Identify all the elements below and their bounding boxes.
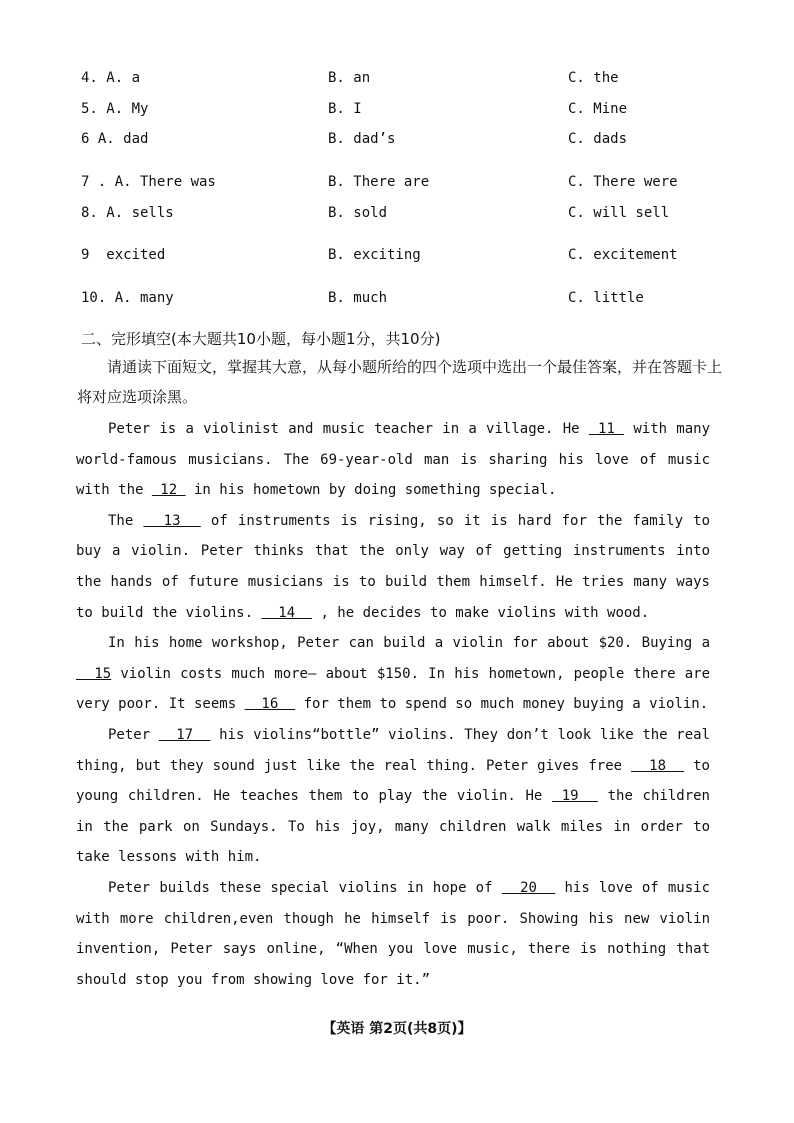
blank-18: 18 bbox=[631, 757, 685, 774]
passage-text: violin costs much more— about $150. In his hometown, people there are very poor. It seems bbox=[76, 665, 710, 713]
blank-16: 16 bbox=[244, 696, 296, 713]
option-c: C. little bbox=[568, 290, 644, 306]
option-c: C. There were bbox=[568, 174, 678, 190]
paragraph bbox=[76, 414, 710, 506]
option-c: C. Mine bbox=[568, 101, 628, 117]
passage-text: his love of music with more children,even though he himself is poor. Showing his new violin invention, Peter says online, “When you love music, there is nothing that should stop you from showing love for it.” bbox=[76, 879, 711, 988]
option-row bbox=[0, 171, 794, 193]
paragraph bbox=[76, 720, 710, 873]
section-title: 二、完形填空(本大题共10小题，每小题1分，共10分) bbox=[81, 330, 441, 348]
option-a: 5. A. My bbox=[81, 101, 149, 117]
option-row bbox=[0, 202, 794, 224]
option-a: 4. A. a bbox=[81, 70, 141, 86]
option-b: B. I bbox=[328, 101, 362, 117]
passage-text: of instruments is rising, so it is hard for the family to buy a violin. Peter thinks that the only way of getting instruments into the hands of future musicians is to build them himself. He tries many ways to build the violins. bbox=[76, 512, 710, 621]
passage-text: The bbox=[108, 512, 144, 529]
option-c: C. will sell bbox=[568, 205, 670, 221]
option-b: B. sold bbox=[328, 205, 388, 221]
blank-13: 13 bbox=[143, 512, 201, 529]
passage-text: the children in the park on Sundays. To his joy, many children walk miles in order to take lessons with him. bbox=[76, 788, 710, 866]
passage-text: his violins“bottle” violins. They don’t look like the real thing, but they sound just like the real thing. Peter gives free bbox=[76, 726, 710, 774]
option-a: 7 . A. There was bbox=[81, 174, 216, 190]
option-b: B. an bbox=[328, 70, 371, 86]
passage-text: In his home workshop, Peter can build a violin for about $20. Buying a bbox=[108, 635, 710, 652]
blank-19: 19 bbox=[552, 788, 598, 805]
paragraph bbox=[76, 506, 710, 628]
passage-text: to young children. He teaches them to play the violin. He bbox=[76, 757, 710, 805]
blank-15: 15 bbox=[76, 665, 112, 682]
option-row bbox=[0, 67, 794, 89]
cloze-passage bbox=[76, 414, 710, 995]
passage-text: Peter is a violinist and music teacher in a village. He bbox=[108, 421, 589, 437]
option-row bbox=[0, 287, 794, 309]
passage-text: Peter builds these special violins in hope of bbox=[108, 879, 502, 896]
blank-17: 17 bbox=[158, 726, 211, 743]
option-a: 10. A. many bbox=[81, 290, 174, 306]
option-row bbox=[0, 98, 794, 120]
passage-text: in his hometown by doing something special. bbox=[185, 482, 557, 499]
option-row bbox=[0, 128, 794, 150]
option-b: B. There are bbox=[328, 174, 430, 190]
option-b: B. much bbox=[328, 290, 388, 306]
section-instructions: 请通读下面短文，掌握其大意，从每小题所给的四个选项中选出一个最佳答案，并在答题卡上将对应选项涂黑。 bbox=[77, 358, 723, 406]
page-footer: 【英语 第2页(共8页)】 bbox=[322, 1021, 472, 1037]
blank-20: 20 bbox=[501, 879, 556, 896]
option-b: B. exciting bbox=[328, 247, 421, 263]
option-a: 9 excited bbox=[81, 247, 166, 263]
option-a: 6 A. dad bbox=[81, 131, 149, 147]
option-c: C. excitement bbox=[568, 247, 678, 263]
option-c: C. the bbox=[568, 70, 619, 86]
paragraph bbox=[76, 873, 710, 995]
option-a: 8. A. sells bbox=[81, 205, 174, 221]
option-row bbox=[0, 244, 794, 266]
passage-text: with many world-famous musicians. The 69-year-old man is sharing his love of music with the bbox=[76, 421, 710, 499]
paragraph bbox=[76, 628, 710, 720]
passage-text: Peter bbox=[108, 726, 159, 743]
blank-11: 11 bbox=[588, 421, 625, 437]
option-c: C. dads bbox=[568, 131, 628, 147]
passage-text: for them to spend so much money buying a violin. bbox=[295, 696, 709, 713]
blank-14: 14 bbox=[261, 604, 313, 621]
passage-text: , he decides to make violins with wood. bbox=[312, 604, 650, 621]
option-b: B. dad’s bbox=[328, 131, 396, 147]
blank-12: 12 bbox=[151, 482, 186, 499]
